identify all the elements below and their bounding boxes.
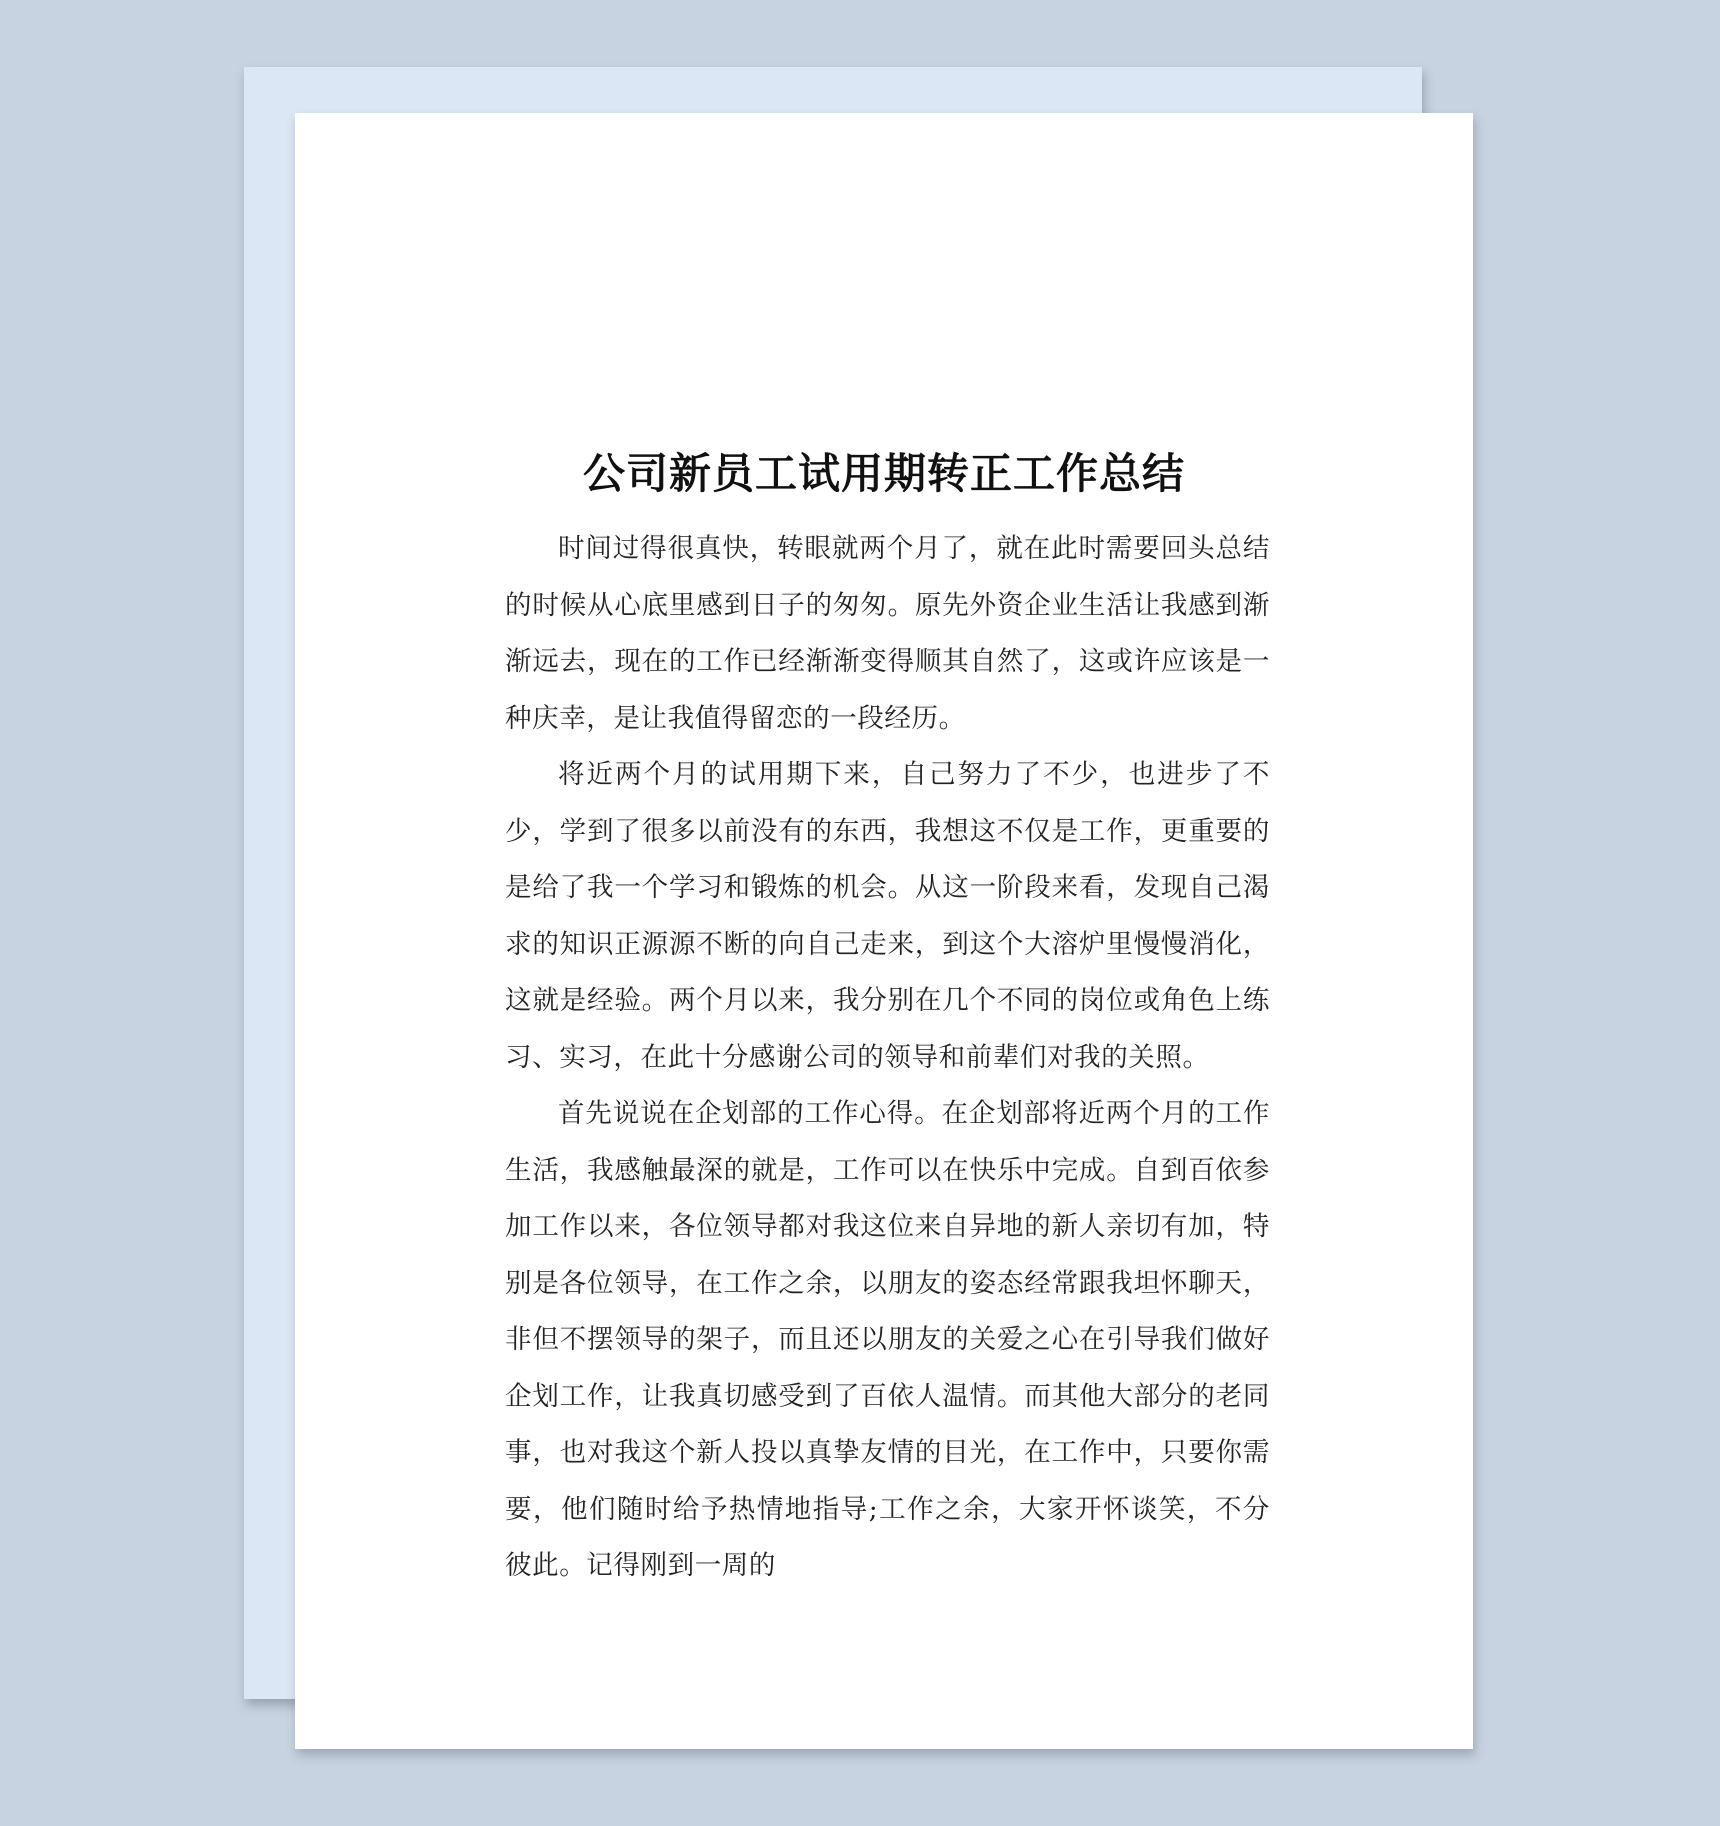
paragraph-1: 时间过得很真快，转眼就两个月了，就在此时需要回头总结的时候从心底里感到日子的匆匆。原先外资企业生活让我感到渐渐远去，现在的工作已经渐渐变得顺其自然了，这或许应该是一种庆幸，是让我值得留恋的一段经历。 bbox=[505, 533, 1270, 734]
paragraph-3: 首先说说在企划部的工作心得。在企划部将近两个月的工作生活，我感触最深的就是，工作可以在快乐中完成。自到百依参加工作以来，各位领导都对我这位来自异地的新人亲切有加，特别是各位领导，在工作之余，以朋友的姿态经常跟我坦怀聊天，非但不摆领导的架子，而且还以朋友的关爱之心在引导我们做好企划工作，让我真切感受到了百依人温情。而其他大部分的老同事，也对我这个新人投以真挚友情的目光，在工作中，只要你需要，他们随时给予热情地指导;工作之余，大家开怀谈笑，不分彼此。记得刚到一周的 bbox=[505, 1098, 1270, 1581]
document-body bbox=[505, 521, 1270, 1595]
document-title: 公司新员工试用期转正工作总结 bbox=[582, 449, 1185, 498]
document-page bbox=[295, 113, 1473, 1749]
paragraph-2: 将近两个月的试用期下来，自己努力了不少，也进步了不少，学到了很多以前没有的东西，我想这不仅是工作，更重要的是给了我一个学习和锻炼的机会。从这一阶段来看，发现自己渴求的知识正源源不断的向自己走来，到这个大溶炉里慢慢消化，这就是经验。两个月以来，我分别在几个不同的岗位或角色上练习、实习，在此十分感谢公司的领导和前辈们对我的关照。 bbox=[505, 759, 1270, 1073]
